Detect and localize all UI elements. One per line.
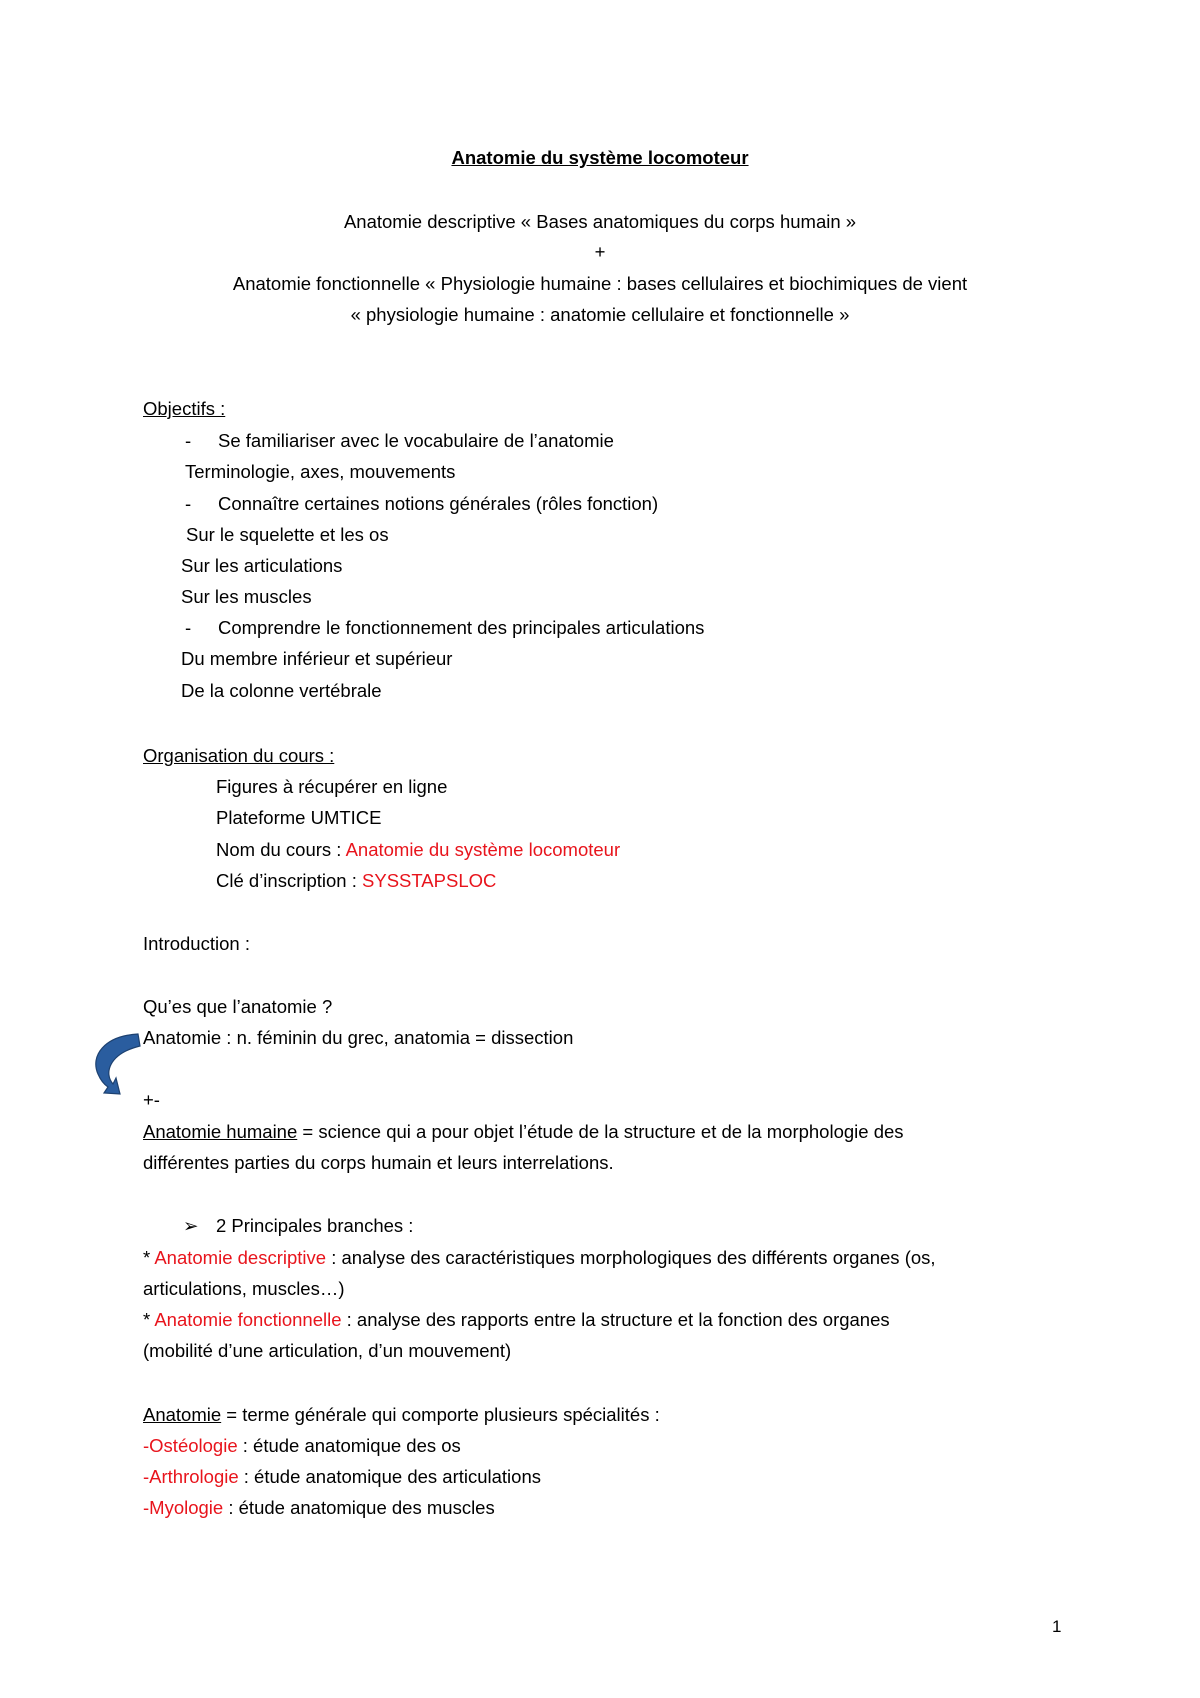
objectifs-dash-3: - [185,617,192,638]
branch-fonctionnelle-line-1 [143,1309,890,1331]
organisation-heading: Organisation du cours : [143,745,335,766]
branch-descriptive-def: : analyse des caractéristiques morphologiques des différents organes (os, [326,1247,936,1268]
intro-plusminus: +- [143,1089,160,1110]
branch-descriptive-term: Anatomie descriptive [154,1247,327,1268]
arrow-bullet-icon: ➢ [183,1215,199,1236]
arthrologie-def: : étude anatomique des articulations [238,1466,541,1487]
objectifs-heading: Objectifs : [143,398,226,419]
spec-dash: - [143,1497,150,1518]
branch-fonctionnelle-line-2: (mobilité d’une articulation, d’un mouvement) [143,1340,512,1361]
spec-dash: - [143,1435,150,1456]
anatomie-humaine-line-1 [143,1121,904,1143]
branch-fonctionnelle-term: Anatomie fonctionnelle [154,1309,342,1330]
osteologie-def: : étude anatomique des os [237,1435,461,1456]
anatomie-humaine-line-2: différentes parties du corps humain et leurs interrelations. [143,1152,614,1173]
course-name-label: Nom du cours : [216,839,346,860]
introduction-heading: Introduction : [143,933,250,954]
objectifs-item-2-sub-2: Sur les articulations [181,555,343,576]
objectifs-dash-1: - [185,430,192,451]
subtitle-physiologie: « physiologie humaine : anatomie cellulaire et fonctionnelle » [350,304,850,325]
objectifs-item-2-sub-3: Sur les muscles [181,586,312,607]
specialite-arthrologie [143,1466,541,1488]
myologie-def: : étude anatomique des muscles [223,1497,495,1518]
specialite-osteologie [143,1435,461,1457]
anatomie-humaine-def: = science qui a pour objet l’étude de la structure et de la morphologie des [297,1121,904,1142]
enrollment-key-label: Clé d’inscription : [216,870,363,891]
anatomie-term: Anatomie [143,1404,222,1425]
objectifs-item-1-sub: Terminologie, axes, mouvements [185,461,456,482]
arthrologie-term: Arthrologie [149,1466,239,1487]
course-name-line [216,839,620,861]
page-number: 1 [1052,1617,1062,1636]
objectifs-item-1: Se familiariser avec le vocabulaire de l’anatomie [218,430,614,451]
spec-dash: - [143,1466,150,1487]
specialite-myologie [143,1497,495,1519]
objectifs-item-3: Comprendre le fonctionnement des principales articulations [218,617,705,638]
organisation-line-2: Plateforme UMTICE [216,807,382,828]
subtitle-fonctionnelle: Anatomie fonctionnelle « Physiologie humaine : bases cellulaires et biochimiques de vient [232,273,968,294]
branch-descriptive-line-2: articulations, muscles…) [143,1278,345,1299]
document-title: Anatomie du système locomoteur [451,147,749,168]
subtitle-plus: + [594,241,606,262]
objectifs-item-3-sub-2: De la colonne vertébrale [181,680,382,701]
intro-definition: Anatomie : n. féminin du grec, anatomia = dissection [143,1027,574,1048]
objectifs-item-2: Connaître certaines notions générales (rôles fonction) [218,493,659,514]
organisation-line-1: Figures à récupérer en ligne [216,776,448,797]
branch-descriptive-line-1 [143,1247,936,1269]
branch-star: * [143,1247,155,1268]
objectifs-item-2-sub-1: Sur le squelette et les os [186,524,389,545]
curved-arrow-icon [86,1028,146,1098]
anatomie-def: = terme générale qui comporte plusieurs spécialités : [221,1404,660,1425]
objectifs-item-3-sub-1: Du membre inférieur et supérieur [181,648,453,669]
osteologie-term: Ostéologie [149,1435,238,1456]
intro-question: Qu’es que l’anatomie ? [143,996,333,1017]
enrollment-key-line [216,870,496,892]
branch-fonctionnelle-def: : analyse des rapports entre la structure et la fonction des organes [341,1309,890,1330]
course-name-value: Anatomie du système locomoteur [345,839,621,860]
enrollment-key-value: SYSSTAPSLOC [362,870,497,891]
anatomie-humaine-term: Anatomie humaine [143,1121,298,1142]
anatomie-specialites-line [143,1404,660,1426]
subtitle-descriptive: Anatomie descriptive « Bases anatomiques du corps humain » [343,211,857,232]
branch-star: * [143,1309,155,1330]
objectifs-dash-2: - [185,493,192,514]
myologie-term: Myologie [149,1497,224,1518]
branches-heading: 2 Principales branches : [216,1215,414,1236]
